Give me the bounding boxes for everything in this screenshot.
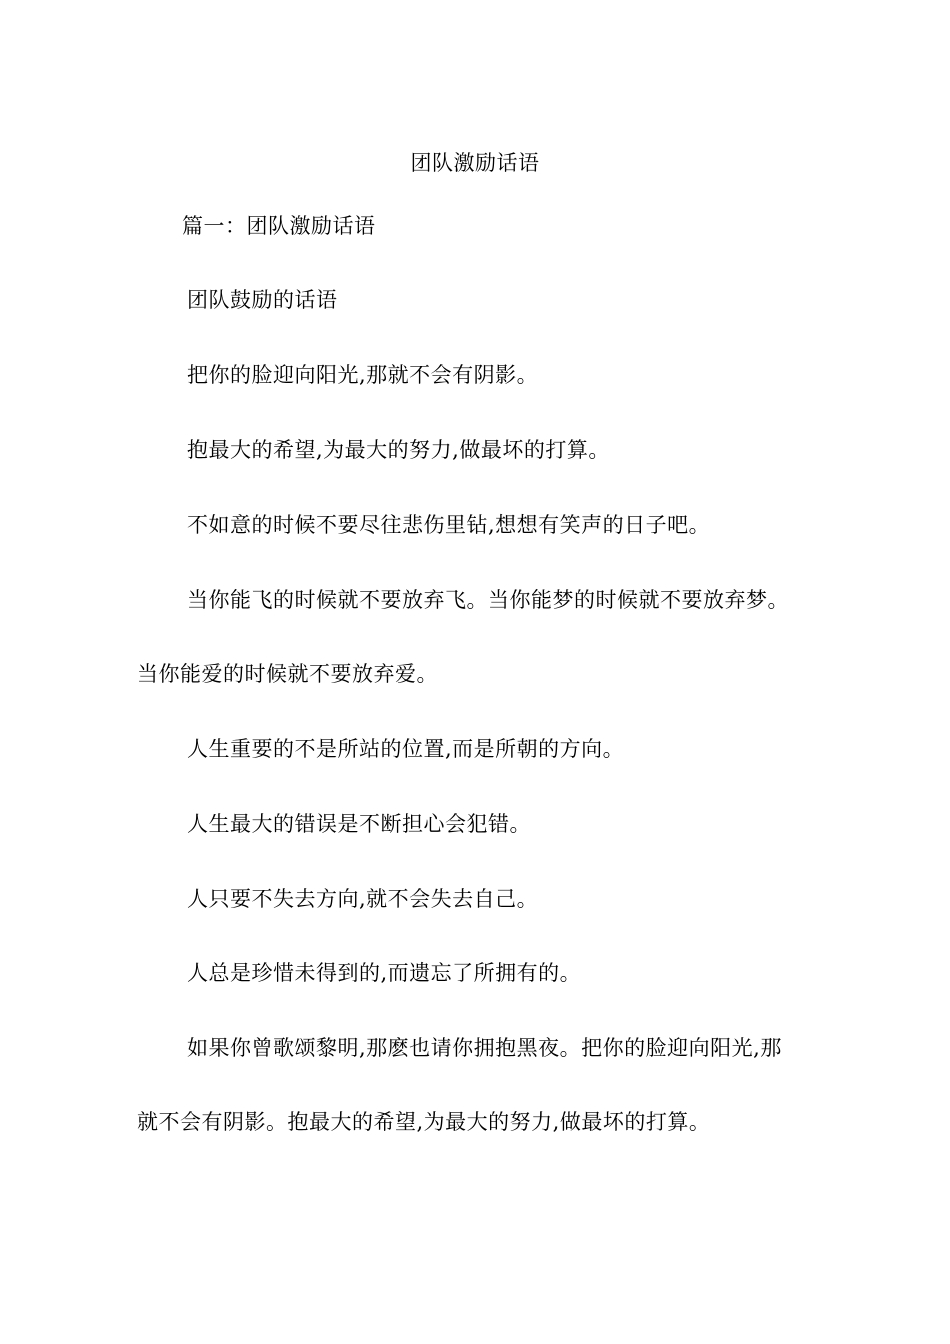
paragraph-line: 当你能爱的时候就不要放弃爱。: [137, 662, 438, 686]
section-heading: 团队鼓励的话语: [187, 288, 338, 312]
document-subtitle: 篇一：团队激励话语: [182, 214, 376, 238]
paragraph-line: 当你能飞的时候就不要放弃飞。当你能梦的时候就不要放弃梦。: [187, 588, 789, 612]
paragraph-line: 人只要不失去方向,就不会失去自己。: [187, 887, 539, 911]
paragraph-line: 人总是珍惜未得到的,而遗忘了所拥有的。: [187, 961, 582, 985]
document-title: 团队激励话语: [410, 151, 540, 175]
paragraph-line: 人生最大的错误是不断担心会犯错。: [187, 812, 531, 836]
paragraph-line: 抱最大的希望,为最大的努力,做最坏的打算。: [187, 438, 610, 462]
paragraph-line: 人生重要的不是所站的位置,而是所朝的方向。: [187, 737, 625, 761]
paragraph-line: 不如意的时候不要尽往悲伤里钻,想想有笑声的日子吧。: [187, 513, 711, 537]
paragraph-line: 把你的脸迎向阳光,那就不会有阴影。: [187, 363, 539, 387]
paragraph-line: 就不会有阴影。抱最大的希望,为最大的努力,做最坏的打算。: [137, 1110, 711, 1134]
paragraph-line: 如果你曾歌颂黎明,那麽也请你拥抱黑夜。把你的脸迎向阳光,那: [187, 1036, 782, 1060]
